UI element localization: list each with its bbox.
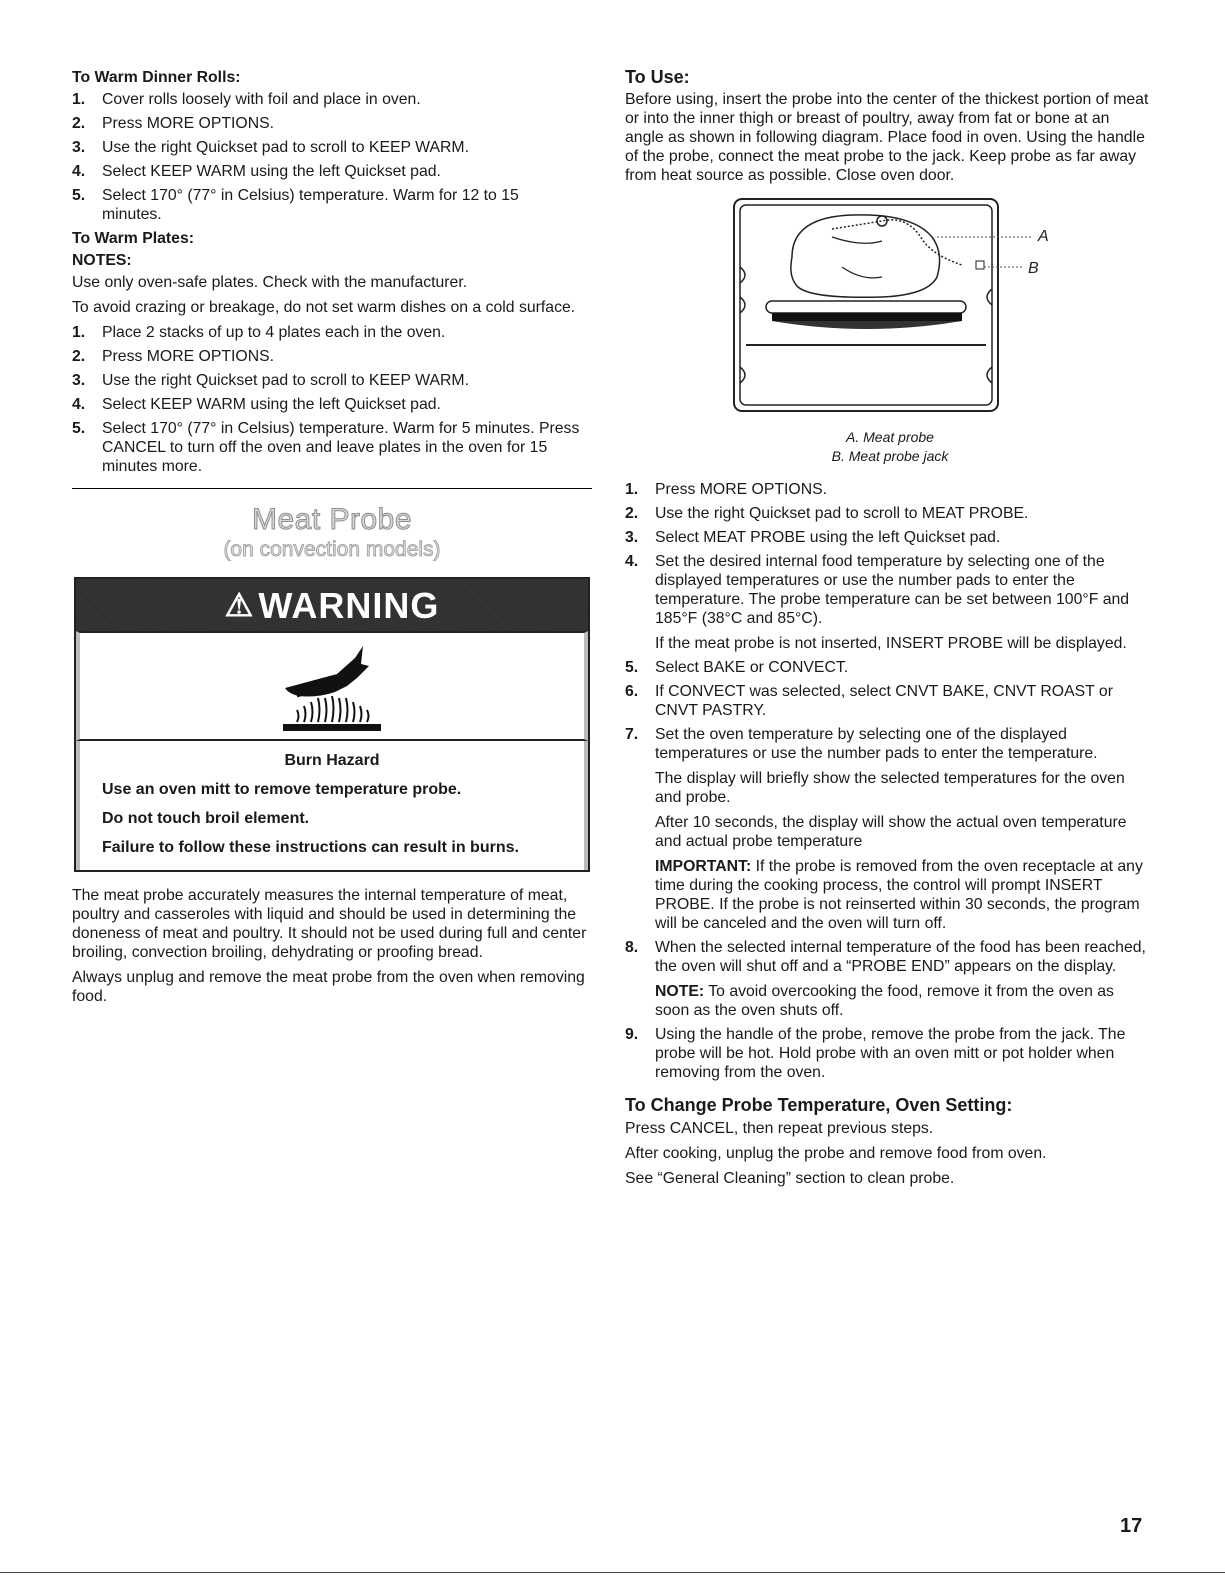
- step-number: 4.: [625, 553, 639, 570]
- step-text: Select KEEP WARM using the left Quickset pad.: [102, 396, 441, 413]
- step-number: 1.: [625, 481, 639, 498]
- step-number: 5.: [72, 187, 86, 204]
- warning-line: Use an oven mitt to remove temperature probe.: [102, 781, 462, 798]
- step-number: 5.: [625, 659, 639, 676]
- section-subtitle: (on convection models): [223, 538, 441, 561]
- warning-line: Do not touch broil element.: [102, 810, 310, 827]
- step-text: Press MORE OPTIONS.: [102, 115, 275, 132]
- probe-steps: [625, 480, 1150, 1082]
- list-item: [625, 480, 1150, 499]
- step-number: 7.: [625, 726, 639, 743]
- warning-triangle-icon: ⚠: [224, 586, 255, 623]
- note-2: To avoid crazing or breakage, do not set warm dishes on a cold surface.: [72, 299, 576, 316]
- step-text: Using the handle of the probe, remove the probe from the jack. The probe will be hot. Hold probe with an oven mitt or pot holder when removing from the oven.: [655, 1026, 1126, 1081]
- note-text: To avoid overcooking the food, remove it from the oven as soon as the oven shuts off.: [655, 983, 1114, 1019]
- step-text: Press MORE OPTIONS.: [102, 348, 275, 365]
- step-text: Select KEEP WARM using the left Quickset pad.: [102, 163, 441, 180]
- step-subnote: [655, 857, 1150, 933]
- step-text: Cover rolls loosely with foil and place in oven.: [102, 91, 421, 108]
- rolls-heading: To Warm Dinner Rolls:: [72, 69, 241, 86]
- burn-hazard-icon: [76, 631, 588, 741]
- to-use-heading: To Use:: [625, 67, 690, 87]
- hazard-title: Burn Hazard: [284, 752, 380, 769]
- step-text: When the selected internal temperature of the food has been reached, the oven will shut off and a “PROBE END” appears on the display.: [655, 939, 1146, 975]
- list-item: [625, 504, 1150, 523]
- step-text: Use the right Quickset pad to scroll to KEEP WARM.: [102, 372, 469, 389]
- step-text: Use the right Quickset pad to scroll to KEEP WARM.: [102, 139, 469, 156]
- step-number: 2.: [72, 115, 86, 132]
- step-text: Select 170° (77° in Celsius) temperature. Warm for 5 minutes. Press CANCEL to turn off the oven and leave plates in the oven for 15 minutes more.: [102, 420, 580, 475]
- warning-line: Failure to follow these instructions can result in burns.: [102, 839, 519, 856]
- warning-label: WARNING: [258, 584, 440, 626]
- label-a: A: [1038, 228, 1049, 245]
- step-text: Set the oven temperature by selecting one of the displayed temperatures or use the number pads to enter the temperature.: [655, 726, 1098, 762]
- change-line-2: After cooking, unplug the probe and remove food from oven.: [625, 1145, 1047, 1162]
- step-text: If CONVECT was selected, select CNVT BAKE, CNVT ROAST or CNVT PASTRY.: [655, 683, 1113, 719]
- warning-header: [76, 579, 588, 631]
- step-text: Place 2 stacks of up to 4 plates each in the oven.: [102, 324, 446, 341]
- note-label: NOTE:: [655, 983, 705, 1000]
- to-use-paragraph: Before using, insert the probe into the center of the thickest portion of meat or into the inner thigh or breast of poultry, away from fat or bone at an angle as shown in following diagram. Place food in oven. Using the handle of the probe, connect the meat probe to the jack. Keep probe as far away from heat source as possible. Close oven door.: [625, 91, 1149, 184]
- important-label: IMPORTANT:: [655, 858, 752, 875]
- probe-unplug-note: Always unplug and remove the meat probe from the oven when removing food.: [72, 969, 585, 1005]
- list-item: [72, 323, 592, 342]
- warning-box: [74, 577, 590, 872]
- list-item: [72, 371, 592, 390]
- list-item: [625, 1025, 1150, 1082]
- important-text: If the probe is removed from the oven receptacle at any time during the cooking process, the control will prompt INSERT PROBE. If the probe is not reinserted within 30 seconds, the program will be canceled and the oven will turn off.: [655, 858, 1143, 932]
- figure-caption: [695, 428, 1085, 466]
- step-number: 2.: [72, 348, 86, 365]
- list-item: [625, 725, 1150, 933]
- list-item: [625, 528, 1150, 547]
- section-divider: [72, 488, 592, 489]
- step-subnote: After 10 seconds, the display will show the actual oven temperature and actual probe temperature: [655, 814, 1127, 850]
- rolls-steps: [72, 90, 592, 224]
- step-text: Set the desired internal food temperature by selecting one of the displayed temperatures or use the number pads to enter the temperature. The probe temperature can be set between 100°F and 185°F (38°C and 85°C).: [655, 553, 1130, 627]
- warning-body: [76, 741, 588, 870]
- list-item: [72, 419, 592, 476]
- step-number: 3.: [72, 372, 86, 389]
- list-item: [72, 90, 592, 109]
- step-number: 1.: [72, 91, 86, 108]
- step-subnote: The display will briefly show the selected temperatures for the oven and probe.: [655, 770, 1125, 806]
- step-number: 6.: [625, 683, 639, 700]
- caption-a: A. Meat probe: [846, 429, 934, 445]
- caption-b: B. Meat probe jack: [831, 448, 949, 464]
- step-number: 9.: [625, 1026, 639, 1043]
- label-b: B: [1028, 260, 1039, 277]
- list-item: [625, 682, 1150, 720]
- plates-steps: [72, 323, 592, 476]
- list-item: [72, 162, 592, 181]
- step-subnote: If the meat probe is not inserted, INSERT PROBE will be displayed.: [655, 635, 1127, 652]
- meat-probe-diagram: [732, 197, 1049, 420]
- step-text: Press MORE OPTIONS.: [655, 481, 828, 498]
- step-number: 8.: [625, 939, 639, 956]
- step-number: 3.: [625, 529, 639, 546]
- step-number: 4.: [72, 163, 86, 180]
- plates-heading: To Warm Plates:: [72, 230, 195, 247]
- step-number: 4.: [72, 396, 86, 413]
- list-item: [72, 186, 592, 224]
- notes-heading: NOTES:: [72, 252, 132, 269]
- step-text: Select BAKE or CONVECT.: [655, 659, 849, 676]
- step-number: 5.: [72, 420, 86, 437]
- step-text: Select 170° (77° in Celsius) temperature. Warm for 12 to 15 minutes.: [102, 187, 519, 223]
- list-item: [625, 552, 1150, 653]
- step-subnote: [655, 982, 1150, 1020]
- left-column: [72, 68, 592, 1012]
- list-item: [625, 938, 1150, 1020]
- change-line-3: See “General Cleaning” section to clean probe.: [625, 1170, 955, 1187]
- step-text: Use the right Quickset pad to scroll to MEAT PROBE.: [655, 505, 1029, 522]
- list-item: [72, 138, 592, 157]
- note-1: Use only oven-safe plates. Check with the manufacturer.: [72, 274, 468, 291]
- step-text: Select MEAT PROBE using the left Quickset pad.: [655, 529, 1001, 546]
- list-item: [625, 658, 1150, 677]
- step-number: 1.: [72, 324, 86, 341]
- list-item: [72, 114, 592, 133]
- section-title: Meat Probe: [251, 503, 413, 536]
- change-heading: To Change Probe Temperature, Oven Setting:: [625, 1095, 1013, 1115]
- bottom-divider: [0, 1572, 1225, 1573]
- step-number: 3.: [72, 139, 86, 156]
- step-number: 2.: [625, 505, 639, 522]
- page-number: 17: [1120, 1515, 1143, 1537]
- list-item: [72, 395, 592, 414]
- change-line-1: Press CANCEL, then repeat previous steps.: [625, 1120, 934, 1137]
- probe-description: The meat probe accurately measures the internal temperature of meat, poultry and casseroles with liquid and should be used in determining the doneness of meat and poultry. It should not be used during full and center broiling, convection broiling, dehydrating or proofing bread.: [72, 887, 587, 961]
- right-column: [625, 68, 1150, 1194]
- list-item: [72, 347, 592, 366]
